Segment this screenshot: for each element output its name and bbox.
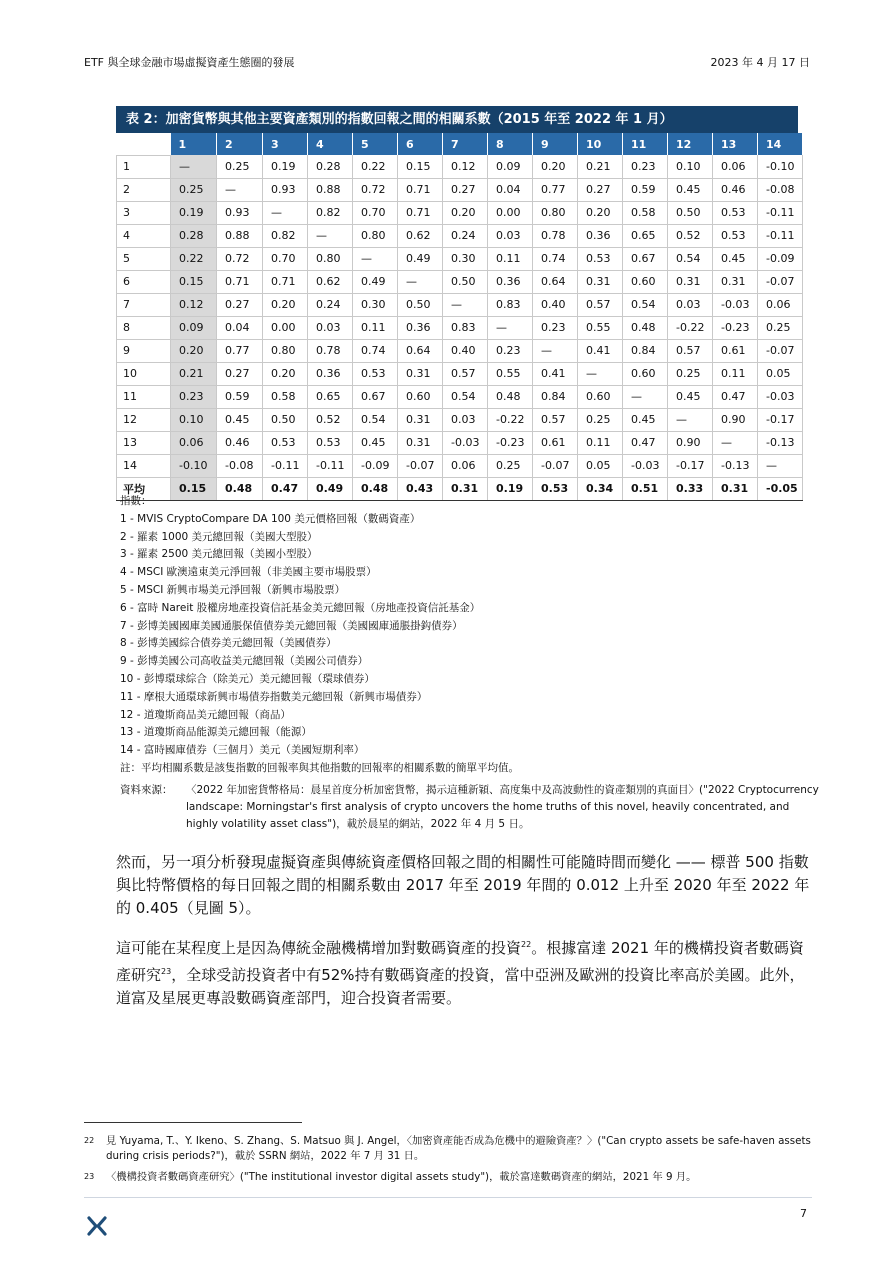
table-cell: — <box>488 316 533 339</box>
table-cell: 0.62 <box>308 270 353 293</box>
table-cell: 0.12 <box>443 155 488 178</box>
table-cell: -0.23 <box>713 316 758 339</box>
column-header: 7 <box>443 133 488 155</box>
column-header: 11 <box>623 133 668 155</box>
table-cell: 0.20 <box>171 339 217 362</box>
table-cell: — <box>623 385 668 408</box>
header-date: 2023 年 4 月 17 日 <box>710 56 810 69</box>
table-cell: 0.52 <box>668 224 713 247</box>
table-cell: 0.21 <box>578 155 623 178</box>
table-cell: 0.53 <box>263 431 308 454</box>
hkex-logo-icon <box>86 1215 108 1237</box>
table-cell: 0.21 <box>171 362 217 385</box>
table-cell: 0.31 <box>668 270 713 293</box>
table-cell: 0.84 <box>533 385 578 408</box>
index-note-item: 10 - 彭博環球綜合（除美元）美元總回報（環球債券） <box>120 672 375 685</box>
row-label: 平均 <box>117 477 171 500</box>
footnote-number: 22 <box>84 1136 95 1145</box>
table-cell: — <box>171 155 217 178</box>
table-cell: 0.78 <box>533 224 578 247</box>
notes-list <box>120 511 820 760</box>
table-row <box>117 316 803 339</box>
table-cell: -0.10 <box>171 454 217 477</box>
table-cell: 0.24 <box>443 224 488 247</box>
table-title: 表 2：加密貨幣與其他主要資產類別的指數回報之間的相關系數（2015 年至 2022 年 1 月） <box>116 106 798 133</box>
row-label: 9 <box>117 339 171 362</box>
table-cell: 0.64 <box>398 339 443 362</box>
table-cell: 0.82 <box>308 201 353 224</box>
body-paragraph-2 <box>116 933 816 1010</box>
table-cell: 0.58 <box>623 201 668 224</box>
table-cell: 0.27 <box>217 293 263 316</box>
index-note-item: 14 - 富時國庫債券（三個月）美元（美國短期利率） <box>120 744 365 757</box>
table-cell: -0.08 <box>758 178 803 201</box>
table-cell: 0.31 <box>713 477 758 500</box>
table-cell: — <box>353 247 398 270</box>
table-cell: 0.53 <box>578 247 623 270</box>
column-header: 9 <box>533 133 578 155</box>
column-header: 14 <box>758 133 803 155</box>
table-cell: 0.82 <box>263 224 308 247</box>
table-cell: 0.25 <box>578 408 623 431</box>
table-cell: 0.41 <box>578 339 623 362</box>
table-cell: 0.11 <box>353 316 398 339</box>
table-cell: 0.46 <box>713 178 758 201</box>
table-cell: 0.33 <box>668 477 713 500</box>
row-label: 14 <box>117 454 171 477</box>
table-cell: 0.62 <box>398 224 443 247</box>
table-cell: 0.41 <box>533 362 578 385</box>
table-cell: 0.25 <box>668 362 713 385</box>
table-row <box>117 362 803 385</box>
table-cell: 0.09 <box>171 316 217 339</box>
table-cell: 0.45 <box>713 247 758 270</box>
table-cell: -0.03 <box>758 385 803 408</box>
table-cell: 0.74 <box>533 247 578 270</box>
table-cell: -0.22 <box>488 408 533 431</box>
notes-heading: 指數： <box>120 495 152 507</box>
table-cell: 0.71 <box>398 201 443 224</box>
table-cell: 0.88 <box>217 224 263 247</box>
table-cell: 0.30 <box>353 293 398 316</box>
table-cell: 0.31 <box>713 270 758 293</box>
index-note-item: 2 - 羅素 1000 美元總回報（美國大型股） <box>120 530 318 543</box>
table-cell: -0.17 <box>668 454 713 477</box>
table-cell: 0.61 <box>533 431 578 454</box>
table-cell: — <box>308 224 353 247</box>
table-cell: 0.31 <box>398 362 443 385</box>
table-cell: 0.57 <box>668 339 713 362</box>
table-cell: 0.20 <box>578 201 623 224</box>
table-cell: — <box>263 201 308 224</box>
table-cell: 0.90 <box>713 408 758 431</box>
table-cell: 0.50 <box>398 293 443 316</box>
table-cell: 0.55 <box>578 316 623 339</box>
table-cell: — <box>713 431 758 454</box>
table-cell: 0.46 <box>217 431 263 454</box>
table-cell: 0.53 <box>713 224 758 247</box>
table-cell: -0.03 <box>623 454 668 477</box>
table-cell: — <box>668 408 713 431</box>
row-label: 4 <box>117 224 171 247</box>
table-cell: 0.23 <box>533 316 578 339</box>
table-row <box>117 270 803 293</box>
table-cell: 0.06 <box>758 293 803 316</box>
table-cell: 0.45 <box>668 385 713 408</box>
table-cell: 0.51 <box>623 477 668 500</box>
p2-text-a: 這可能在某程度上是因為傳統金融機構增加對數碼資產的投資 <box>116 939 522 957</box>
table-cell: -0.09 <box>758 247 803 270</box>
correlation-table-section <box>116 106 798 501</box>
table-cell: 0.52 <box>308 408 353 431</box>
table-cell: — <box>578 362 623 385</box>
table-cell: 0.93 <box>263 178 308 201</box>
header-title: ETF 與全球金融市場虛擬資產生態圈的發展 <box>84 56 295 69</box>
index-note-item: 4 - MSCI 歐澳遠東美元淨回報（非美國主要市場股票） <box>120 566 377 579</box>
table-cell: 0.03 <box>488 224 533 247</box>
table-cell: -0.03 <box>713 293 758 316</box>
table-cell: 0.61 <box>713 339 758 362</box>
footnote-divider <box>84 1122 302 1123</box>
table-cell: 0.36 <box>488 270 533 293</box>
row-label: 1 <box>117 155 171 178</box>
table-cell: -0.11 <box>758 201 803 224</box>
table-row <box>117 224 803 247</box>
table-cell: 0.65 <box>308 385 353 408</box>
table-cell: 0.48 <box>217 477 263 500</box>
table-cell: -0.23 <box>488 431 533 454</box>
index-note-item: 3 - 羅素 2500 美元總回報（美國小型股） <box>120 548 318 561</box>
table-cell: 0.60 <box>623 270 668 293</box>
row-label: 2 <box>117 178 171 201</box>
table-cell: -0.11 <box>263 454 308 477</box>
table-cell: 0.72 <box>353 178 398 201</box>
index-note-item: 13 - 道瓊斯商品能源美元總回報（能源） <box>120 726 312 739</box>
table-cell: 0.31 <box>398 431 443 454</box>
table-cell: 0.23 <box>171 385 217 408</box>
column-header: 1 <box>171 133 217 155</box>
footnote-23 <box>84 1170 814 1185</box>
table-cell: 0.04 <box>217 316 263 339</box>
table-cell: 0.47 <box>713 385 758 408</box>
source-note <box>120 782 820 833</box>
body-paragraph-1: 然而，另一項分析發現虛擬資產與傳統資產價格回報之間的相關性可能隨時間而變化 —— 標普 500 指數與比特幣價格的每日回報之間的相關系數由 2017 年至 2019 年間的 0.012 上升至 2020 年至 2022 年的 0.405（見圖 5）。 <box>116 853 810 917</box>
table-cell: 0.03 <box>668 293 713 316</box>
table-row <box>117 293 803 316</box>
table-cell: 0.03 <box>443 408 488 431</box>
table-cell: -0.11 <box>758 224 803 247</box>
table-cell: 0.60 <box>578 385 623 408</box>
table-cell: 0.71 <box>398 178 443 201</box>
table-cell: 0.45 <box>353 431 398 454</box>
table-cell: 0.54 <box>443 385 488 408</box>
row-label: 8 <box>117 316 171 339</box>
table-cell: 0.77 <box>533 178 578 201</box>
table-cell: 0.50 <box>263 408 308 431</box>
table-cell: 0.54 <box>668 247 713 270</box>
page-number: 7 <box>800 1207 807 1220</box>
table-cell: 0.43 <box>398 477 443 500</box>
table-row <box>117 155 803 178</box>
table-cell: 0.04 <box>488 178 533 201</box>
table-cell: 0.71 <box>263 270 308 293</box>
table-cell: -0.03 <box>443 431 488 454</box>
table-cell: -0.11 <box>308 454 353 477</box>
table-cell: 0.54 <box>353 408 398 431</box>
table-cell: 0.25 <box>171 178 217 201</box>
table-cell: 0.27 <box>217 362 263 385</box>
table-cell: 0.40 <box>443 339 488 362</box>
table-row <box>117 408 803 431</box>
table-cell: 0.90 <box>668 431 713 454</box>
table-cell: 0.49 <box>353 270 398 293</box>
table-cell: 0.80 <box>353 224 398 247</box>
footnote-text: 見 Yuyama, T.、Y. Ikeno、S. Zhang、S. Matsuo 與 J. Angel，〈加密資產能否成為危機中的避險資產？〉("Can crypto assets be safe-haven assets during crisis periods?")，載於 SSRN 網站，2022 年 7 月 31 日。 <box>106 1135 811 1162</box>
table-cell: — <box>443 293 488 316</box>
table-cell: -0.07 <box>758 339 803 362</box>
table-cell: 0.60 <box>398 385 443 408</box>
table-cell: — <box>758 454 803 477</box>
table-cell: -0.22 <box>668 316 713 339</box>
index-note-item: 5 - MSCI 新興市場美元淨回報（新興市場股票） <box>120 583 346 596</box>
table-cell: 0.80 <box>533 201 578 224</box>
table-cell: 0.58 <box>263 385 308 408</box>
table-cell: 0.19 <box>171 201 217 224</box>
table-cell: 0.55 <box>488 362 533 385</box>
table-cell: 0.12 <box>171 293 217 316</box>
table-cell: 0.27 <box>443 178 488 201</box>
column-header: 8 <box>488 133 533 155</box>
table-cell: 0.57 <box>533 408 578 431</box>
table-cell: 0.10 <box>171 408 217 431</box>
table-cell: 0.88 <box>308 178 353 201</box>
table-cell: 0.59 <box>217 385 263 408</box>
source-text: 〈2022 年加密貨幣格局：晨星首度分析加密貨幣，揭示這種新穎、高度集中及高波動性的資產類別的真面目〉("2022 Cryptocurrency landscape: Morningstar's first analysis of crypto uncovers the home truths of this novel, heavily concentrated, and highly volatility asset class")，載於晨星的網站，2022 年 4 月 5 日。 <box>186 784 819 830</box>
table-cell: 0.06 <box>713 155 758 178</box>
table-cell: -0.07 <box>398 454 443 477</box>
table-cell: 0.25 <box>488 454 533 477</box>
table-cell: 0.25 <box>758 316 803 339</box>
table-cell: 0.74 <box>353 339 398 362</box>
table-cell: -0.07 <box>758 270 803 293</box>
table-cell: 0.15 <box>398 155 443 178</box>
table-cell: -0.09 <box>353 454 398 477</box>
table-cell: 0.53 <box>533 477 578 500</box>
table-cell: 0.20 <box>533 155 578 178</box>
table-cell: 0.11 <box>713 362 758 385</box>
table-cell: 0.20 <box>443 201 488 224</box>
footer-divider <box>84 1197 812 1198</box>
p2-text-c: ，全球受訪投資者中有52%持有數碼資產的投資，當中亞洲及歐洲的投資比率高於美國。此外，道富及星展更專設數碼資產部門，迎合投資者需要。 <box>116 966 805 1007</box>
row-label: 12 <box>117 408 171 431</box>
table-cell: 0.11 <box>488 247 533 270</box>
table-cell: 0.54 <box>623 293 668 316</box>
table-cell: 0.80 <box>263 339 308 362</box>
table-cell: 0.31 <box>443 477 488 500</box>
table-cell: 0.77 <box>217 339 263 362</box>
table-cell: — <box>398 270 443 293</box>
index-note-item: 7 - 彭博美國國庫美國通脹保值債券美元總回報（美國國庫通脹掛鈎債券） <box>120 619 463 632</box>
table-cell: -0.17 <box>758 408 803 431</box>
table-cell: 0.59 <box>623 178 668 201</box>
table-cell: 0.49 <box>398 247 443 270</box>
correlation-table <box>116 133 803 501</box>
table-row <box>117 247 803 270</box>
table-cell: 0.47 <box>623 431 668 454</box>
table-cell: -0.13 <box>758 431 803 454</box>
table-cell: 0.19 <box>488 477 533 500</box>
table-cell: 0.40 <box>533 293 578 316</box>
table-cell: 0.27 <box>578 178 623 201</box>
table-cell: 0.03 <box>308 316 353 339</box>
table-cell: 0.45 <box>217 408 263 431</box>
table-cell: 0.93 <box>217 201 263 224</box>
table-corner <box>117 133 171 155</box>
table-cell: 0.57 <box>578 293 623 316</box>
row-label: 7 <box>117 293 171 316</box>
table-cell: 0.10 <box>668 155 713 178</box>
table-cell: 0.80 <box>308 247 353 270</box>
table-cell: 0.78 <box>308 339 353 362</box>
notes-remark: 註：平均相關系數是該隻指數的回報率與其他指數的回報率的相關系數的簡單平均值。 <box>120 761 519 774</box>
table-cell: 0.53 <box>353 362 398 385</box>
table-cell: -0.10 <box>758 155 803 178</box>
index-note-item: 1 - MVIS CryptoCompare DA 100 美元價格回報（數碼資產） <box>120 512 421 525</box>
table-cell: 0.36 <box>398 316 443 339</box>
table-cell: — <box>533 339 578 362</box>
table-cell: 0.36 <box>578 224 623 247</box>
row-label: 13 <box>117 431 171 454</box>
column-header: 12 <box>668 133 713 155</box>
index-note-item: 11 - 摩根大通環球新興市場債券指數美元總回報（新興市場債券） <box>120 690 428 703</box>
row-label: 3 <box>117 201 171 224</box>
footnote-number: 23 <box>84 1172 95 1181</box>
table-cell: 0.57 <box>443 362 488 385</box>
table-cell: 0.00 <box>263 316 308 339</box>
table-cell: 0.19 <box>263 155 308 178</box>
footnote-ref-22[interactable]: 22 <box>521 940 532 949</box>
table-body <box>117 155 803 500</box>
index-note-item: 12 - 道瓊斯商品美元總回報（商品） <box>120 708 291 721</box>
table-cell: 0.70 <box>263 247 308 270</box>
column-header: 5 <box>353 133 398 155</box>
table-row <box>117 385 803 408</box>
table-header-row <box>117 133 803 155</box>
table-row <box>117 201 803 224</box>
table-cell: 0.30 <box>443 247 488 270</box>
table-cell: 0.72 <box>217 247 263 270</box>
column-header: 10 <box>578 133 623 155</box>
table-cell: 0.50 <box>668 201 713 224</box>
footnote-ref-23[interactable]: 23 <box>161 967 172 976</box>
table-cell: 0.84 <box>623 339 668 362</box>
table-cell: 0.22 <box>353 155 398 178</box>
table-cell: 0.83 <box>443 316 488 339</box>
table-cell: — <box>217 178 263 201</box>
p2-text-b: 。根據富達 2021 年的機構投資者數碼資產研究 <box>116 939 804 984</box>
table-cell: 0.05 <box>758 362 803 385</box>
table-cell: 0.65 <box>623 224 668 247</box>
table-cell: 0.15 <box>171 477 217 500</box>
table-cell: 0.70 <box>353 201 398 224</box>
row-label: 11 <box>117 385 171 408</box>
column-header: 4 <box>308 133 353 155</box>
table-cell: 0.49 <box>308 477 353 500</box>
table-cell: 0.00 <box>488 201 533 224</box>
source-label: 資料來源： <box>120 784 173 796</box>
index-note-item: 8 - 彭博美國綜合債券美元總回報（美國債券） <box>120 637 337 650</box>
column-header: 2 <box>217 133 263 155</box>
table-cell: 0.24 <box>308 293 353 316</box>
table-cell: 0.47 <box>263 477 308 500</box>
table-cell: 0.09 <box>488 155 533 178</box>
table-cell: 0.67 <box>623 247 668 270</box>
table-cell: 0.45 <box>623 408 668 431</box>
table-cell: 0.31 <box>398 408 443 431</box>
table-cell: 0.25 <box>217 155 263 178</box>
table-cell: 0.34 <box>578 477 623 500</box>
table-cell: 0.71 <box>217 270 263 293</box>
table-cell: 0.20 <box>263 362 308 385</box>
table-cell: 0.20 <box>263 293 308 316</box>
table-cell: 0.53 <box>713 201 758 224</box>
table-cell: 0.05 <box>578 454 623 477</box>
footnote-text: 〈機構投資者數碼資產研究〉("The institutional investor digital assets study")，載於富達數碼資產的網站，2021 年 9 月。 <box>106 1171 697 1183</box>
table-cell: 0.53 <box>308 431 353 454</box>
table-cell: 0.48 <box>623 316 668 339</box>
table-row <box>117 431 803 454</box>
table-cell: 0.36 <box>308 362 353 385</box>
table-row <box>117 339 803 362</box>
table-cell: -0.07 <box>533 454 578 477</box>
table-cell: -0.05 <box>758 477 803 500</box>
table-cell: 0.50 <box>443 270 488 293</box>
column-header: 3 <box>263 133 308 155</box>
table-cell: 0.28 <box>308 155 353 178</box>
table-cell: 0.83 <box>488 293 533 316</box>
table-cell: 0.31 <box>578 270 623 293</box>
table-cell: 0.15 <box>171 270 217 293</box>
table-cell: 0.28 <box>171 224 217 247</box>
index-notes <box>120 493 820 778</box>
table-cell: 0.06 <box>171 431 217 454</box>
table-row <box>117 454 803 477</box>
table-cell: 0.06 <box>443 454 488 477</box>
table-cell: 0.22 <box>171 247 217 270</box>
index-note-item: 9 - 彭博美國公司高收益美元總回報（美國公司債券） <box>120 655 369 668</box>
table-cell: 0.64 <box>533 270 578 293</box>
table-cell: 0.23 <box>488 339 533 362</box>
footnote-22 <box>84 1134 814 1164</box>
row-label: 6 <box>117 270 171 293</box>
row-label: 10 <box>117 362 171 385</box>
table-cell: 0.67 <box>353 385 398 408</box>
index-note-item: 6 - 富時 Nareit 股權房地產投資信託基金美元總回報（房地產投資信託基金） <box>120 601 481 614</box>
table-cell: 0.60 <box>623 362 668 385</box>
table-cell: 0.11 <box>578 431 623 454</box>
column-header: 6 <box>398 133 443 155</box>
table-cell: 0.48 <box>488 385 533 408</box>
table-cell: -0.08 <box>217 454 263 477</box>
table-cell: 0.23 <box>623 155 668 178</box>
row-label: 5 <box>117 247 171 270</box>
table-row <box>117 178 803 201</box>
column-header: 13 <box>713 133 758 155</box>
table-cell: -0.13 <box>713 454 758 477</box>
table-cell: 0.48 <box>353 477 398 500</box>
table-cell: 0.45 <box>668 178 713 201</box>
